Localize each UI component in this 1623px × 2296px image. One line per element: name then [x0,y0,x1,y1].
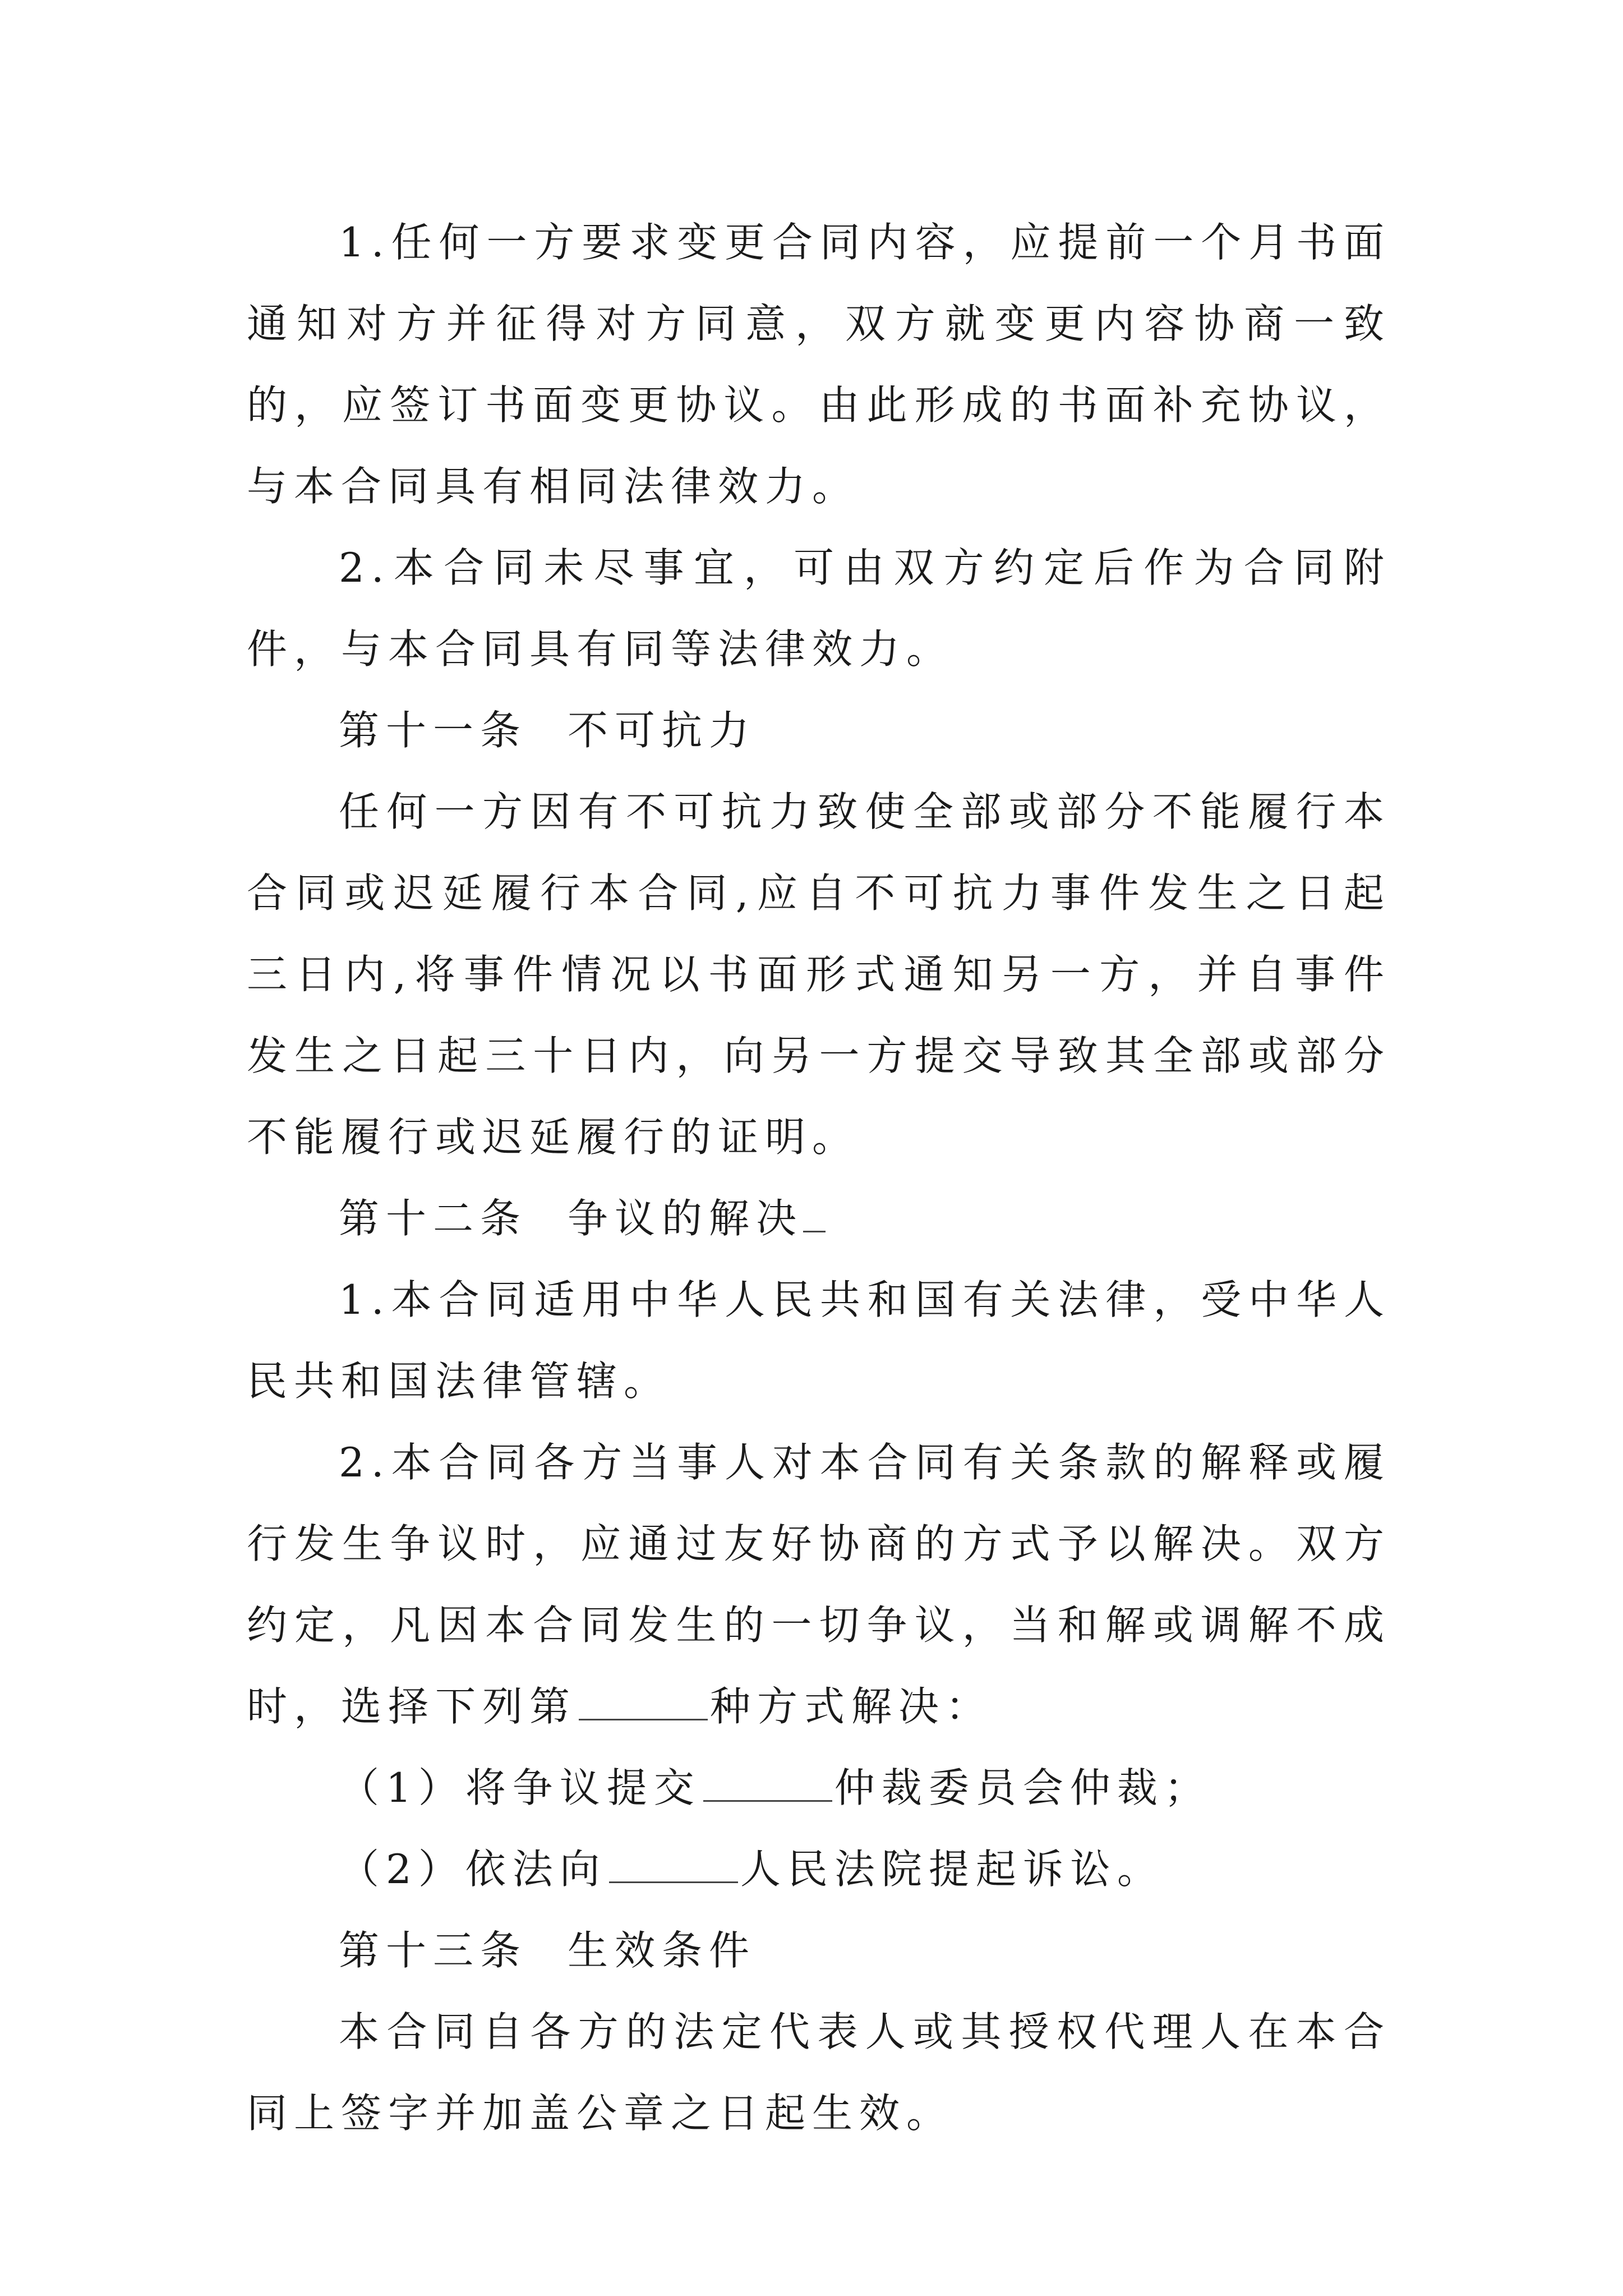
article-11-heading [247,690,1391,771]
article-12-title: 争议的解决 [568,1195,804,1242]
article-13-heading [247,1910,1391,1991]
paragraph-governing-law: 1.本合同适用中华人民共和国有关法律，受中华人民共和国法律管辖。 [247,1276,1391,1405]
paragraph-unresolved-matters: 2.本合同未尽事宜，可由双方约定后作为合同附件，与本合同具有同等法律效力。 [247,544,1391,673]
article-12-heading [247,1178,1391,1259]
article-12-number: 第十二条 [339,1195,528,1242]
article-11-number: 第十一条 [339,707,528,754]
dispute-text-end: 种方式解决： [710,1683,993,1730]
litigation-text-end: 人民法院提起诉讼。 [740,1846,1164,1893]
article-13-number: 第十三条 [339,1927,528,1974]
paragraph-change-notice: 1.任何一方要求变更合同内容，应提前一个月书面通知对方并征得对方同意，双方就变更内容协商一致的，应签订书面变更协议。由此形成的书面补充协议，与本合同具有相同法律效力。 [247,219,1391,510]
dispute-text-start: 2.本合同各方当事人对本合同有关条款的解释或履行发生争议时，应通过友好协商的方式予以解决。双方约定，凡因本合同发生的一切争议，当和解或调解不成时，选择下列第 [247,1439,1391,1730]
article-13-title: 生效条件 [568,1927,757,1974]
heading-trailing-underline [803,1197,826,1232]
arbitration-text-start: （1）将争议提交 [339,1764,701,1811]
article-11-title: 不可抗力 [568,707,757,754]
court-name-blank[interactable] [609,1848,738,1883]
paragraph-option-arbitration [247,1747,1391,1829]
document-body [247,202,1391,2154]
arbitration-text-end: 仲裁委员会仲裁； [834,1764,1211,1811]
paragraph-dispute-resolution [247,1422,1391,1747]
arbitration-commission-blank[interactable] [703,1766,832,1802]
litigation-text-start: （2）依法向 [339,1846,607,1893]
paragraph-effective-conditions: 本合同自各方的法定代表人或其授权代理人在本合同上签字并加盖公章之日起生效。 [247,2008,1391,2137]
method-choice-blank[interactable] [579,1685,708,1720]
paragraph-option-litigation [247,1829,1391,1910]
paragraph-force-majeure: 任何一方因有不可抗力致使全部或部分不能履行本合同或迟延履行本合同,应自不可抗力事件发生之日起三日内,将事件情况以书面形式通知另一方，并自事件发生之日起三十日内，向另一方提交导致其全部或部分不能履行或迟延履行的证明。 [247,788,1391,1161]
